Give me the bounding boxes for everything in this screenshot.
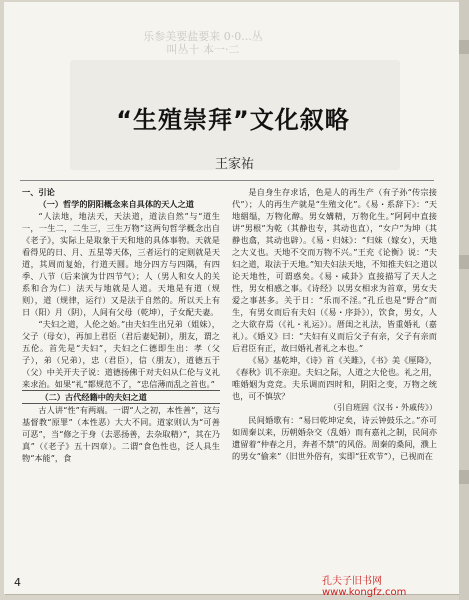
bleed-line: 乐参美要盐要来 0·0...丛 <box>143 30 263 43</box>
right-text-column <box>232 186 437 566</box>
body-paragraph: 民间婚歌有：“易曰乾坤定矣，诗云钟鼓乐之。”亦可如周秦以来，历朝婚杂交（乱婚）而有嘉礼之制，民间亦遗留着“仲春之月，奔者不禁”的风俗。周秦的桑间，濮上的男女“偷来”（旧世外俗有，实即“狂欢节”），已视而在 <box>232 415 437 461</box>
body-paragraph: 《易》基乾坤，《诗》首《关雎》，《书》美《厘降》，《春秋》讥不亲迎。夫妇之际，人道之大伦也。礼之用，唯婚姻为竞竞。夫乐调而四时和，阴阳之变，万物之统也，可不慎欤？ <box>232 355 437 401</box>
left-text-column <box>22 186 220 542</box>
article-author: 王家祐 <box>214 157 254 172</box>
edge-tab <box>459 255 469 269</box>
bleed-line: 叫丛十 本一·二 <box>166 43 240 56</box>
body-paragraph: 古人讲“性”有两端。一谓“人之初，本性善”，这与基督教“原罪”（本性恶）大大不同。道家则认为“可善可恶”，当“修之于身（去恶扬善，去杂取精）”，其在乃真”（《老子》五十四章）。二谓“食色性也，泛人具生物“本能”，食 <box>22 405 220 463</box>
edge-tab <box>459 40 469 54</box>
subsection-heading: （二）古代经籍中的夫妇之道 <box>22 390 220 404</box>
body-paragraph: 是自身生存求话，色是人的再生产（有子孙“传宗接代”）；人的再生产就是“生殖文化”。《易・系辞下》：“天地絪缊，万物化醇。男女媾精，万物化生。”阿阿中直接讲“男根”为乾（其静也专，其动也直），“女户”为坤（其静也翕，其动也辟）。《易・归妹》：“归妹（嫁女），天地之大义也。天地不交而万物不兴。”王充《论衡》说：“夫妇之道，取法于天地。”知夫妇法天地，不知推夫妇之道以论天地性，可谓惑矣。《易・咸卦》直接描写了天人之性，男女相感之事。《诗经》以男女相求为首章，男女夫爱之事甚多。关于日：“乐而不淫。”孔丘也是“野合”而生，有男女而后有夫妇（《易・序卦》），饮食，男女，人之大欲存焉（《礼・礼运》）。厝闺之礼法，皆重婚礼（嘉礼）。《婚义》曰：“夫妇有义而后父子有亲，父子有亲而后君臣有正，故曰婚礼者礼之本也。” <box>232 187 437 353</box>
page-number: 4 <box>14 576 21 589</box>
bleed-through-text <box>78 30 328 56</box>
subsection-heading: （一）哲学的阴阳概念来自具体的天人之道 <box>38 199 194 209</box>
binding-edge <box>459 0 469 600</box>
body-paragraph: “人法地，地法天，天法道，道法自然”与“道生一，一生二，二生三，三生万物”这两句哲学概念出自《老子》，实际上是取象于天和地的具体事物。天就是看得见的日、月、五星等天体，三者运行的定则就是天道，其周而复始，行道天圆。地分四方与四隅，有四季、八节（后来演为廿四节气）；人（男人和女人的关系和合为仁）法天与地就是人道。天地是有道（规则），道（规律，运行）又是法于自然的。所以天上有日（阳）月（阴），人间有父母（乾坤），子女配夫妻。 <box>22 211 220 317</box>
citation: （引自班固《汉书・外戚传》） <box>329 403 437 412</box>
edge-tab <box>459 470 469 484</box>
article-title: “生殖崇拜”文化叙略 <box>116 106 350 134</box>
header-divider <box>20 180 434 181</box>
section-heading: 一、引论 <box>22 187 55 197</box>
body-paragraph: “夫妇之道，人伦之始。”由夫妇生出兄弟（姐妹），父子（母女），再加上君臣（君后妻妃制），朋友，谓之五伦。首先是“夫妇”，夫妇之仁德即生出：孝（父子），弟（兄弟），忠（君臣），信（朋友），道德五于（父）中关开夫子说：道德扬佛于对夫妇从仁伦与义礼来求治。如果“礼”都规范不了，“忠信薄而乱之首也。” <box>22 319 220 389</box>
watermark-text: 孔夫子旧书网 www.kongfz.com <box>322 576 407 598</box>
